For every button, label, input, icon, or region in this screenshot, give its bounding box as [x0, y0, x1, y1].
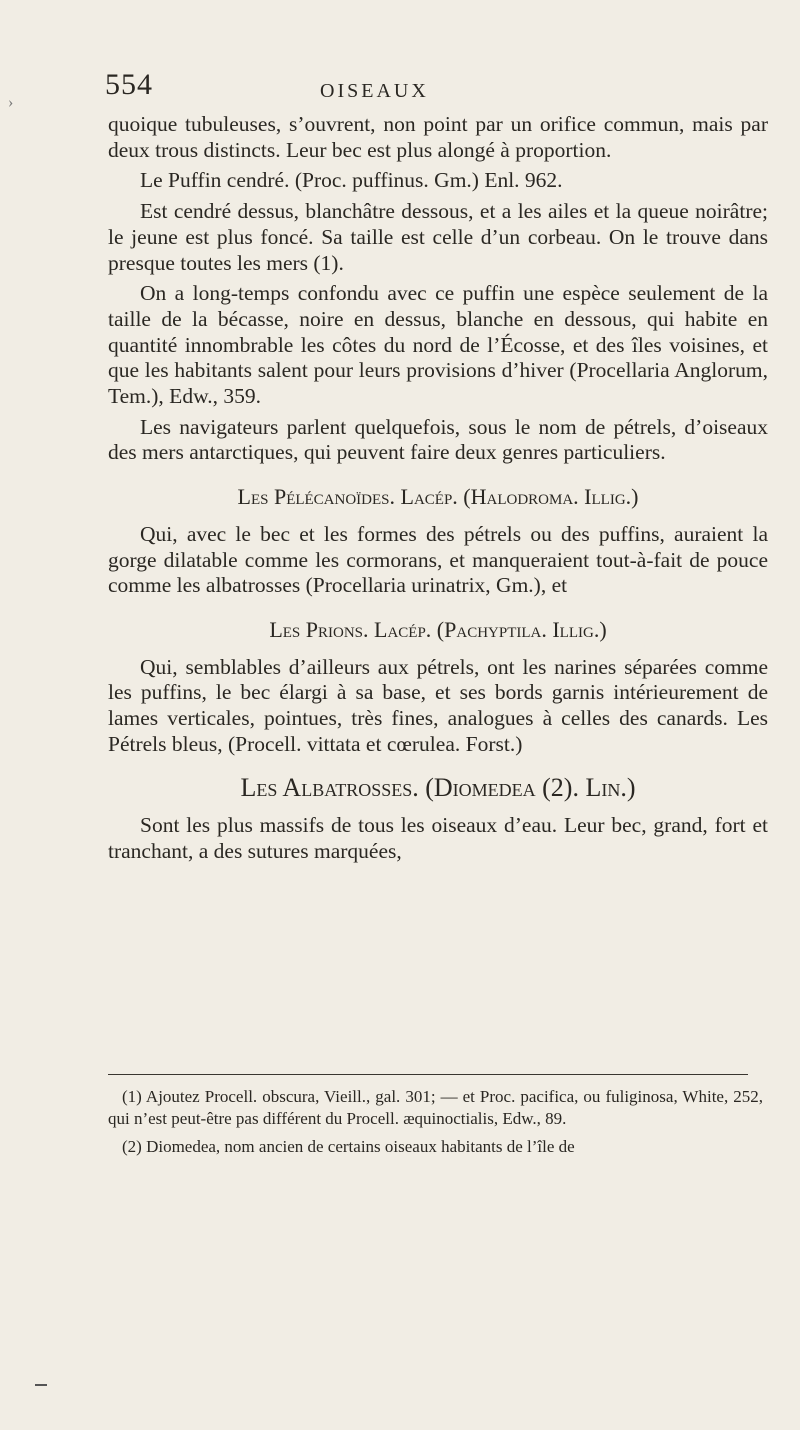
page-number: 554: [105, 68, 153, 101]
footnotes: [108, 1086, 763, 1164]
footnote-1: (1) Ajoutez Procell. obscura, Vieill., gal. 301; — et Proc. pacifica, ou fuliginosa, White, 252, qui n’est peut-être pas différent du Procell. æquinoctialis, Edw., 89.: [108, 1087, 763, 1128]
paragraph-pelecanoides: Qui, avec le bec et les formes des pétrels ou des puffins, auraient la gorge dilatable comme les cormorans, et manqueraient tout-à-fait de pouce comme les albatrosses (Procellaria urinatrix, Gm.), et: [108, 521, 768, 598]
body-text: [108, 112, 768, 870]
edge-mark: [35, 1384, 47, 1386]
paragraph-procellaria-anglorum: On a long-temps confondu avec ce puffin une espèce seulement de la taille de la bécasse, noire en dessus, blanche en dessous, qui habite en quantité innombrable les côtes du nord de l’Écosse, et des îles voisines, et que les habitants salent pour leurs provisions d’hiver (Procellaria Anglorum, Tem.), Edw., 359.: [108, 281, 768, 409]
paragraph-puffin-cendre-description: Est cendré dessus, blanchâtre dessous, et a les ailes et la queue noirâtre; le jeune est plus foncé. Sa taille est celle d’un corbeau. On le trouve dans presque toutes les mers (1).: [108, 199, 768, 275]
margin-mark: ›: [8, 94, 14, 111]
paragraph-continuation: quoique tubuleuses, s’ouvrent, non point par un orifice commun, mais par deux trous distincts. Leur bec est plus alongé à proportion.: [108, 112, 768, 162]
paragraph-petrels-antarctiques: Les navigateurs parlent quelquefois, sous le nom de pétrels, d’oiseaux des mers antarctiques, qui peuvent faire deux genres particuliers.: [108, 414, 768, 465]
page-header: [105, 68, 770, 108]
heading-prions: Les Prions. Lacép. (Pachyptila. Illig.): [269, 616, 607, 642]
running-head: OISEAUX: [320, 80, 429, 102]
paragraph-puffin-cendre-title: Le Puffin cendré. (Proc. puffinus. Gm.) Enl. 962.: [140, 168, 563, 193]
footnote-2: (2) Diomedea, nom ancien de certains oiseaux habitants de l’île de: [122, 1137, 575, 1156]
heading-albatrosses: Les Albatrosses. (Diomedea (2). Lin.): [240, 773, 636, 803]
paragraph-albatrosses: Sont les plus massifs de tous les oiseaux d’eau. Leur bec, grand, fort et tranchant, a des sutures marquées,: [108, 813, 768, 863]
heading-pelecanoides: Les Pélécanoïdes. Lacép. (Halodroma. Illig.): [237, 484, 639, 510]
paragraph-prions: Qui, semblables d’ailleurs aux pétrels, ont les narines séparées comme les puffins, le bec élargi à sa base, et ses bords garnis intérieurement de lames verticales, pointues, très fines, analogues à celles des canards. Les Pétrels bleus, (Procell. vittata et cœrulea. Forst.): [108, 654, 768, 756]
footnote-rule: [108, 1074, 748, 1075]
